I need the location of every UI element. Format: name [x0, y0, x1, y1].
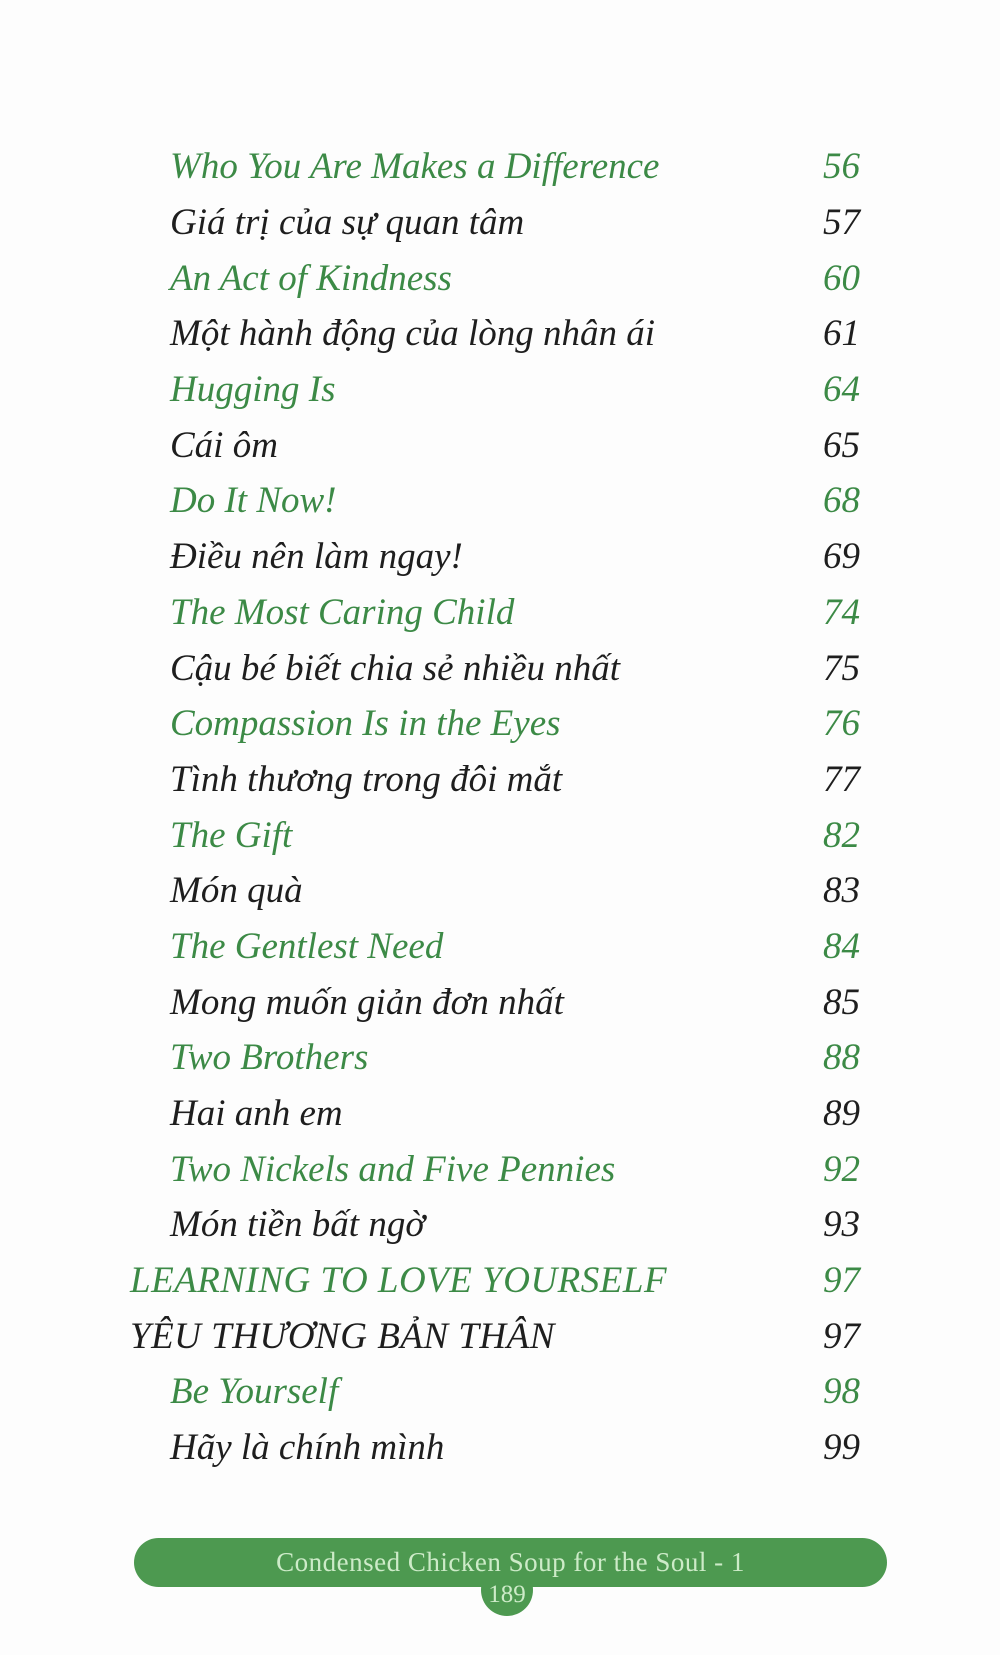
toc-entry-title: Một hành động của lòng nhân ái [170, 313, 656, 355]
toc-entry [130, 1420, 860, 1476]
toc-entry-page-number: 83 [823, 870, 860, 912]
toc-entry [130, 863, 860, 919]
page-number: 189 [488, 1581, 526, 1608]
toc-entry [130, 362, 860, 418]
footer-bar [134, 1538, 887, 1587]
toc-entry [130, 195, 860, 251]
toc-entry-title: Two Brothers [170, 1037, 369, 1079]
toc-entry [130, 585, 860, 641]
toc-entry-page-number: 98 [823, 1371, 860, 1413]
toc-entry [130, 529, 860, 585]
toc-entry-page-number: 85 [823, 981, 860, 1023]
toc-entry-title: The Gift [170, 814, 293, 856]
toc-entry-page-number: 89 [823, 1093, 860, 1135]
toc-entry [130, 1141, 860, 1197]
toc-entry [130, 974, 860, 1030]
toc-entry-page-number: 75 [823, 647, 860, 689]
toc-entry-title: Cậu bé biết chia sẻ nhiều nhất [170, 647, 621, 689]
toc-entry-title: The Most Caring Child [170, 591, 515, 633]
toc-entry-title: Do It Now! [170, 480, 337, 522]
toc-entry-title: Món tiền bất ngờ [170, 1204, 426, 1246]
toc-entry-page-number: 64 [823, 369, 860, 411]
toc-entry-page-number: 60 [823, 257, 860, 299]
toc-entry-title: Hai anh em [170, 1093, 343, 1135]
toc-entry-page-number: 57 [823, 202, 860, 244]
toc-entry-page-number: 65 [823, 424, 860, 466]
toc-entry [130, 1364, 860, 1420]
toc-entry-title: An Act of Kindness [170, 257, 452, 299]
toc-entry-page-number: 69 [823, 536, 860, 578]
toc-entry [130, 752, 860, 808]
toc-entry-page-number: 93 [823, 1204, 860, 1246]
toc-entry [130, 807, 860, 863]
toc-entry-title: LEARNING TO LOVE YOURSELF [130, 1260, 668, 1302]
toc-entry-page-number: 97 [823, 1260, 860, 1302]
toc-entry-page-number: 77 [823, 758, 860, 800]
toc-entry-title: Món quà [170, 870, 303, 912]
toc-entry-title: Điều nên làm ngay! [170, 536, 463, 578]
toc-entry-page-number: 74 [823, 591, 860, 633]
toc-entry-title: Who You Are Makes a Difference [170, 146, 660, 188]
toc-entry-page-number: 99 [823, 1427, 860, 1469]
toc-entry [130, 696, 860, 752]
toc-entry [130, 1308, 860, 1364]
toc-entry-title: Two Nickels and Five Pennies [170, 1148, 616, 1190]
toc-entry [130, 1253, 860, 1309]
toc-entry-title: Giá trị của sự quan tâm [170, 202, 525, 244]
toc-entry [130, 139, 860, 195]
toc-entry-title: Hugging Is [170, 369, 336, 411]
toc-entry-title: Tình thương trong đôi mắt [170, 758, 563, 800]
toc-entry [130, 919, 860, 975]
toc-entry [130, 640, 860, 696]
toc-entry [130, 250, 860, 306]
toc-entry-title: YÊU THƯƠNG BẢN THÂN [130, 1315, 555, 1357]
toc-entry-title: Be Yourself [170, 1371, 339, 1413]
toc-entry-page-number: 82 [823, 814, 860, 856]
toc-entry-page-number: 68 [823, 480, 860, 522]
toc-entry [130, 473, 860, 529]
toc-entry-title: Mong muốn giản đơn nhất [170, 981, 564, 1023]
toc-list [130, 139, 860, 1476]
toc-entry-page-number: 76 [823, 703, 860, 745]
toc-entry-title: The Gentlest Need [170, 925, 444, 967]
toc-entry-page-number: 61 [823, 313, 860, 355]
toc-entry [130, 1197, 860, 1253]
toc-entry [130, 1030, 860, 1086]
toc-entry-title: Cái ôm [170, 424, 278, 466]
toc-entry-page-number: 92 [823, 1148, 860, 1190]
toc-entry-page-number: 97 [823, 1315, 860, 1357]
toc-entry [130, 306, 860, 362]
toc-entry [130, 417, 860, 473]
book-title: Condensed Chicken Soup for the Soul - 1 [276, 1547, 745, 1577]
toc-entry-title: Hãy là chính mình [170, 1427, 445, 1469]
toc-entry-page-number: 88 [823, 1037, 860, 1079]
toc-entry-page-number: 56 [823, 146, 860, 188]
toc-entry-title: Compassion Is in the Eyes [170, 703, 561, 745]
toc-entry [130, 1086, 860, 1142]
toc-entry-page-number: 84 [823, 925, 860, 967]
